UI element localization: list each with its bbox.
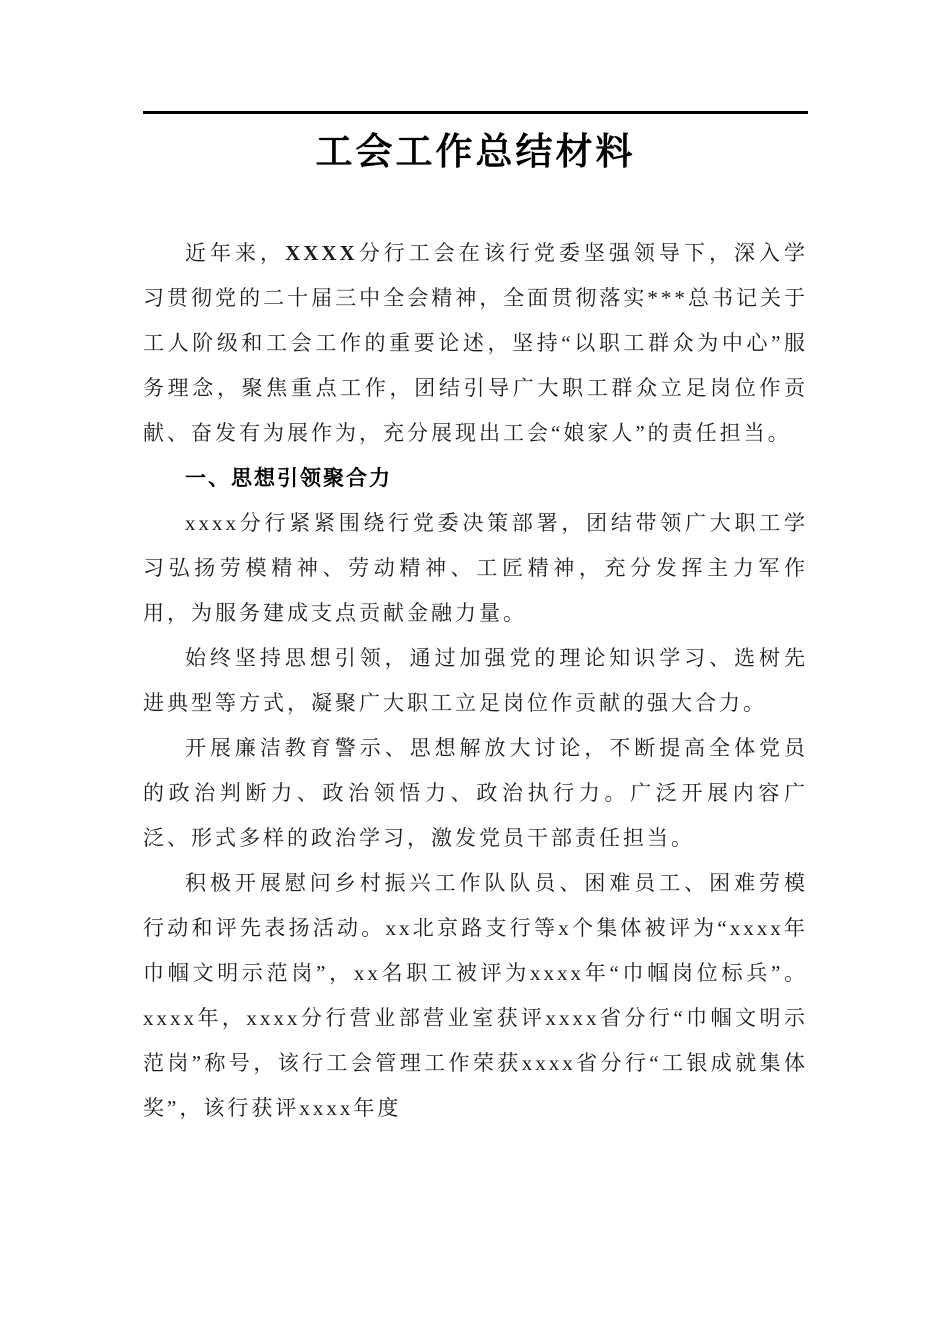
branch-placeholder: XXXX	[285, 241, 358, 265]
intro-paragraph-prefix: 近年来，	[185, 241, 286, 265]
section-paragraph: 始终坚持思想引领，通过加强党的理论知识学习、选树先进典型等方式，凝聚广大职工立足岗位作贡献的强大合力。	[143, 646, 808, 715]
section-heading: 一、思想引领聚合力	[185, 467, 392, 490]
document-body	[143, 231, 808, 1131]
header-rule-divider	[143, 111, 808, 114]
section-paragraph: 积极开展慰问乡村振兴工作队队员、困难员工、困难劳模行动和评先表扬活动。xx北京路支行等x个集体被评为“xxxx年巾帼文明示范岗”，xx名职工被评为xxxx年“巾帼岗位标兵”。xxxx年，xxxx分行营业部营业室获评xxxx省分行“巾帼文明示范岗”称号，该行工会管理工作荣获xxxx省分行“工银成就集体奖”，该行获评xxxx年度	[143, 871, 808, 1120]
intro-paragraph-rest: 分行工会在该行党委坚强领导下，深入学习贯彻党的二十届三中全会精神，全面贯彻落实***总书记关于工人阶级和工会工作的重要论述，坚持“以职工群众为中心”服务理念，聚焦重点工作，团结引导广大职工群众立足岗位作贡献、奋发有为展作为，充分展现出工会“娘家人”的责任担当。	[143, 241, 809, 445]
section-paragraph: xxxx分行紧紧围绕行党委决策部署，团结带领广大职工学习弘扬劳模精神、劳动精神、工匠精神，充分发挥主力军作用，为服务建成支点贡献金融力量。	[143, 511, 808, 625]
section-paragraph: 开展廉洁教育警示、思想解放大讨论，不断提高全体党员的政治判断力、政治领悟力、政治执行力。广泛开展内容广泛、形式多样的政治学习，激发党员干部责任担当。	[143, 736, 808, 850]
intro-paragraph	[143, 231, 808, 456]
document-title: 工会工作总结材料	[315, 132, 636, 173]
